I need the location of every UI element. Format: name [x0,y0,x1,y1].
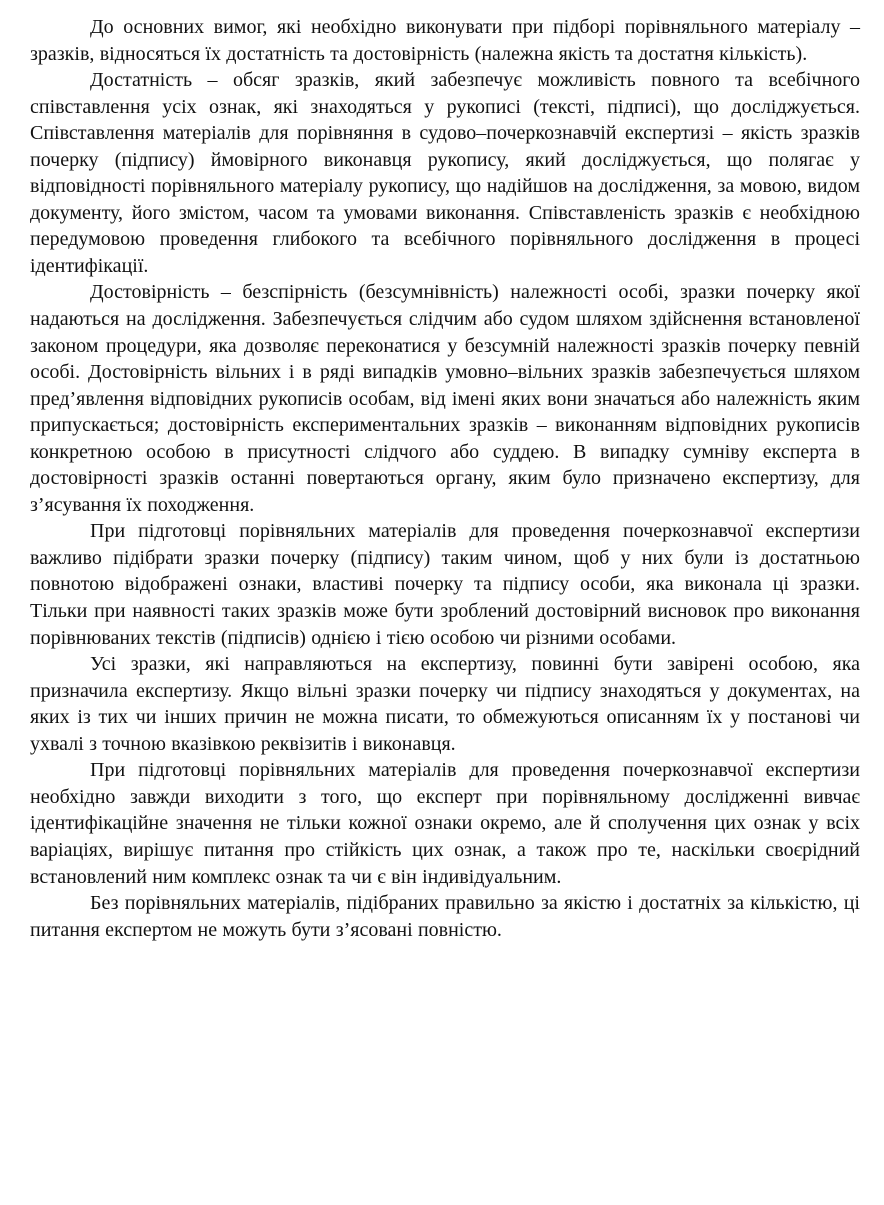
paragraph-reliability: Достовірність – безспірність (безсумнівність) належності особі, зразки почерку якої надаються на дослідження. Забезпечується слідчим або судом шляхом здійснення встановленої законом процедури, яка дозволяє переконатися у безсумній належності зразків почерку певній особі. Достовірність вільних і в ряді випадків умовно–вільних зразків забезпечується шляхом пред’явлення відповідних рукописів особам, від імені яких вони значаться або належність яким припускається; достовірність експериментальних зразків – виконанням відповідних рукописів конкретною особою в присутності слідчого або суддею. В випадку сумніву експерта в достовірності зразків останні повертаються органу, яким було призначено експертизу, для з’ясування їх походження. [30,281,860,516]
paragraph-preparation: При підготовці порівняльних матеріалів для проведення почеркознавчої експертизи важливо підібрати зразки почерку (підпису) таким чином, щоб у них були із достатньою повнотою відображені ознаки, властиві почерку та підпису особи, яка виконала ці зразки. Тільки при наявності таких зразків може бути зроблений достовірний висновок про виконання порівнюваних текстів (підписів) однією і тією особою чи різними особами. [30,520,860,649]
paragraph-certification: Усі зразки, які направляються на експертизу, повинні бути завірені особою, яка призначила експертизу. Якщо вільні зразки почерку чи підпису знаходяться у документах, на яких із тих чи інших причин не можна писати, то обмежуються описанням їх у постанові чи ухвалі з точною вказівкою реквізитів і виконавця. [30,653,860,755]
paragraph-sufficiency: Достатність – обсяг зразків, який забезпечує можливість повного та всебічного співставлення усіх ознак, які знаходяться у рукописі (тексті, підписі), що досліджується. Співставлення матеріалів для порівняння в судово–почеркознавчій експертизі – якість зразків почерку (підпису) ймовірного виконавця рукопису, який досліджується, що полягає у відповідності порівняльного матеріалу рукопису, що надійшов на дослідження, за мовою, видом документу, його змістом, часом та умовами виконання. Співставленість зразків є необхідною передумовою проведення глибокого та всебічного порівняльного дослідження в процесі ідентифікації. [30,69,860,277]
paragraph-identification: При підготовці порівняльних матеріалів для проведення почеркознавчої експертизи необхідно завжди виходити з того, що експерт при порівняльному дослідженні вивчає ідентифікаційне значення не тільки кожної ознаки окремо, але й сполучення цих ознак у всіх варіаціях, вирішує питання про стійкість цих ознак, а також про те, наскільки своєрідний встановлений ним комплекс ознак та чи є він індивідуальним. [30,759,860,888]
paragraph-conclusion: Без порівняльних матеріалів, підібраних правильно за якістю і достатніх за кількістю, ці питання експертом не можуть бути з’ясовані повністю. [30,892,860,941]
document-page [30,14,860,943]
paragraph-requirements: До основних вимог, які необхідно виконувати при підборі порівняльного матеріалу – зразків, відносяться їх достатність та достовірність (належна якість та достатня кількість). [30,16,860,65]
